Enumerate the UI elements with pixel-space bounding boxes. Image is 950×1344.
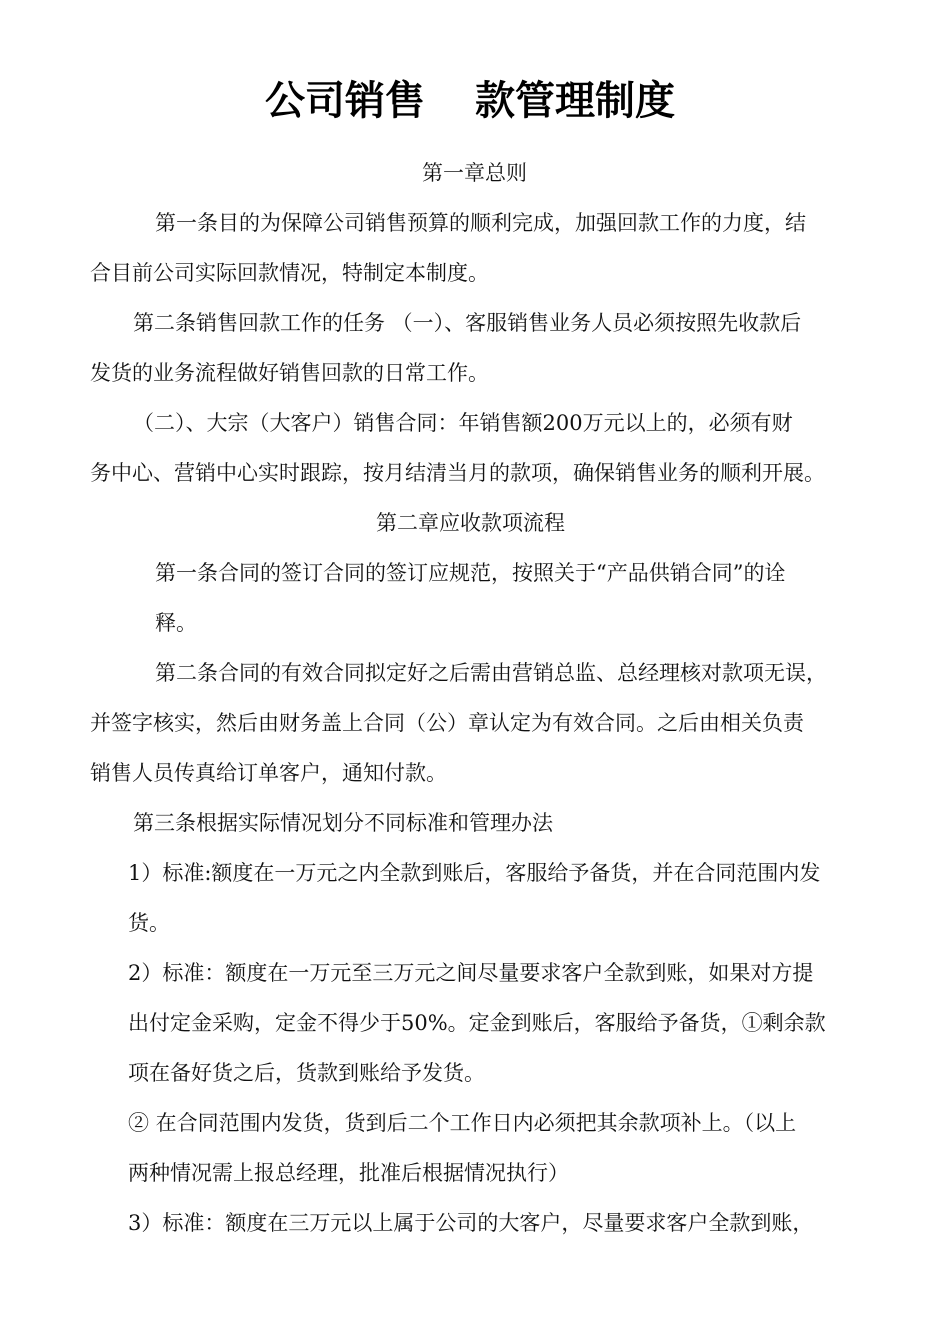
paragraph-line: 第一条目的为保障公司销售预算的顺利完成，加强回款工作的力度，结	[155, 211, 806, 235]
paragraph-line: 第二条合同的有效合同拟定好之后需由营销总监、总经理核对款项无误，	[155, 661, 827, 685]
paragraph-line: 释。	[155, 611, 197, 635]
paragraph-line: ② 在合同范围内发货，货到后二个工作日内必须把其余款项补上。（以上	[128, 1111, 797, 1135]
paragraph-line: 3）标准：额度在三万元以上属于公司的大客户，尽量要求客户全款到账，	[128, 1211, 814, 1235]
paragraph-line: 出付定金采购，定金不得少于50%。定金到账后，客服给予备货，①剩余款	[128, 1011, 826, 1035]
chapter-heading: 第一章总则	[422, 161, 527, 185]
doc-title-part-1: 公司销售	[265, 78, 425, 124]
paragraph-line: 货。	[128, 911, 170, 935]
paragraph-line: 2）标准：额度在一万元至三万元之间尽量要求客户全款到账，如果对方提	[128, 961, 814, 985]
paragraph-line: 第二条销售回款工作的任务 （一）、客服销售业务人员必须按照先收款后	[133, 311, 802, 335]
doc-title-part-2: 款管理制度	[475, 78, 675, 124]
paragraph-line: 务中心、营销中心实时跟踪，按月结清当月的款项，确保销售业务的顺利开展。	[90, 461, 825, 485]
paragraph-line: 第三条根据实际情况划分不同标准和管理办法	[133, 811, 553, 835]
paragraph-line: 两种情况需上报总经理，批准后根据情况执行）	[128, 1161, 569, 1185]
paragraph-line: （二）、大宗（大客户）销售合同：年销售额200万元以上的，必须有财	[133, 411, 793, 435]
paragraph-line: 发货的业务流程做好销售回款的日常工作。	[90, 361, 489, 385]
paragraph-line: 1）标准:额度在一万元之内全款到账后，客服给予备货，并在合同范围内发	[128, 861, 821, 885]
paragraph-line: 第一条合同的签订合同的签订应规范，按照关于“产品供销合同”的诠	[155, 561, 786, 585]
paragraph-line: 项在备好货之后，货款到账给予发货。	[128, 1061, 485, 1085]
paragraph-line: 并签字核实，然后由财务盖上合同（公）章认定为有效合同。之后由相关负责	[90, 711, 804, 735]
paragraph-line: 合目前公司实际回款情况，特制定本制度。	[90, 261, 489, 285]
paragraph-line: 销售人员传真给订单客户，通知付款。	[90, 761, 447, 785]
chapter-heading: 第二章应收款项流程	[376, 511, 565, 535]
